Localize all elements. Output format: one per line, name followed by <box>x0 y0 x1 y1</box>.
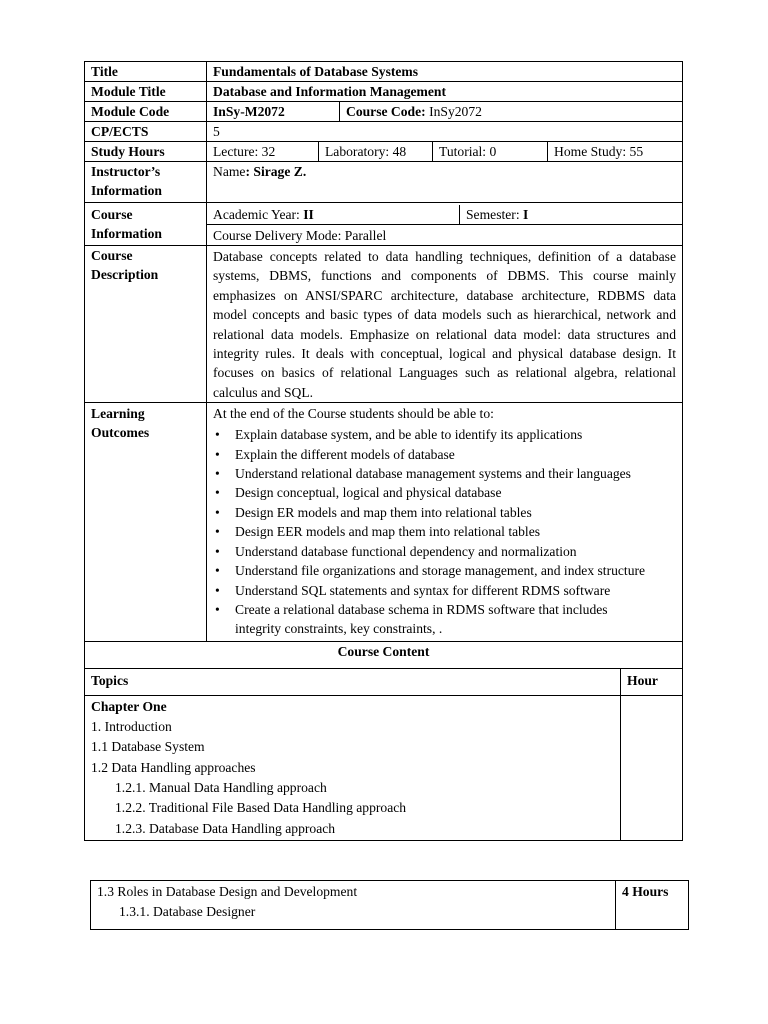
semester <box>459 205 682 224</box>
module-code-value: InSy-M2072 <box>213 104 285 119</box>
continuation-row <box>91 881 689 930</box>
description-row <box>85 246 683 403</box>
outcomes-list <box>213 425 676 638</box>
outcome-item: • Understand SQL statements and syntax for different RDMS software <box>213 581 676 600</box>
instructor-name-label: Name <box>213 164 246 179</box>
outcome-item: • Understand relational database management systems and their languages <box>213 464 676 483</box>
instructor-row <box>85 162 683 203</box>
cp-label: CP/ECTS <box>85 122 207 142</box>
description-text: Database concepts related to data handling techniques, definition of a database systems, DBMS, functions and components of DBMS. This course mainly emphasizes on ANSI/SPARC architecture, database architecture, RDBMS data model concepts and basic types of data models such as hierarchical, network and relational data models. Emphasize on relational data model: data structures and integrity rules. It deals with conceptual, logical and physical database design. It focuses on basics of relational Languages such as relational algebra, relational calculus and SQL. <box>207 246 683 403</box>
topic-line: 1. Introduction <box>91 719 172 735</box>
chapter-cell <box>85 695 683 840</box>
outcome-item: • Understand database functional dependency and normalization <box>213 542 676 561</box>
tutorial-hours: Tutorial: 0 <box>432 142 547 161</box>
module-title-label: Module Title <box>85 82 207 102</box>
course-info-label: Course Information <box>85 203 207 246</box>
semester-label: Semester: <box>466 207 520 222</box>
topic-line: 1.1 Database System <box>91 739 205 755</box>
lecture-hours: Lecture: 32 <box>213 144 276 159</box>
module-code-cell <box>207 102 683 122</box>
course-code-label: Course Code: <box>346 104 426 119</box>
course-info-cell <box>207 203 683 246</box>
outcome-item: • Understand file organizations and storage management, and index structure <box>213 561 676 580</box>
module-code-row <box>85 102 683 122</box>
laboratory-hours: Laboratory: 48 <box>318 142 432 161</box>
description-label: Course Description <box>85 246 207 403</box>
instructor-label: Instructor’s Information <box>85 162 207 203</box>
cp-row <box>85 122 683 142</box>
topic-subline: 1.2.1. Manual Data Handling approach <box>115 779 327 795</box>
topic-subline: 1.2.2. Traditional File Based Data Handling approach <box>115 800 407 816</box>
content-heading: Course Content <box>85 641 683 668</box>
academic-year <box>207 205 459 224</box>
module-code-label: Module Code <box>85 102 207 122</box>
topics-header-cell <box>85 668 683 695</box>
chapter-hours <box>620 696 682 840</box>
title-value: Fundamentals of Database Systems <box>207 62 683 82</box>
continuation-table <box>90 880 689 930</box>
semester-value: I <box>523 207 529 222</box>
topic-subline: 1.2.3. Database Data Handling approach <box>115 820 336 836</box>
chapter-row <box>85 695 683 840</box>
chapter-topics <box>85 696 620 840</box>
study-hours-cell <box>207 142 683 162</box>
module-title-value: Database and Information Management <box>207 82 683 102</box>
topics-header-row <box>85 668 683 695</box>
outcome-item: • Create a relational database schema in RDMS software that includes integrity constraints, key constraints, . <box>213 600 676 639</box>
outcomes-cell <box>207 403 683 641</box>
outcome-item: • Explain database system, and be able to identify its applications <box>213 425 676 444</box>
continuation-topics <box>91 881 616 930</box>
home-study-hours: Home Study: 55 <box>547 142 682 161</box>
study-hours-label: Study Hours <box>85 142 207 162</box>
outcomes-intro: At the end of the Course students should be able to: <box>213 406 494 422</box>
topic-line: 1.2 Data Handling approaches <box>91 759 256 775</box>
instructor-name-value: : Sirage Z. <box>245 164 307 179</box>
course-code-value: InSy2072 <box>429 104 482 119</box>
outcomes-label: Learning Outcomes <box>85 403 207 641</box>
title-row <box>85 62 683 82</box>
course-code <box>339 102 682 121</box>
topics-label: Topics <box>91 672 129 688</box>
outcome-item: • Design EER models and map them into relational tables <box>213 522 676 541</box>
content-heading-row <box>85 641 683 668</box>
outcome-item: • Design ER models and map them into relational tables <box>213 503 676 522</box>
outcome-item: • Design conceptual, logical and physical database <box>213 483 676 502</box>
cp-value: 5 <box>207 122 683 142</box>
instructor-cell <box>207 162 683 203</box>
module-title-row <box>85 82 683 102</box>
topic-line: 1.3 Roles in Database Design and Development <box>97 884 358 899</box>
course-table <box>84 61 683 841</box>
academic-year-label: Academic Year: <box>213 207 300 222</box>
hour-label: Hour <box>620 669 682 695</box>
topic-subline: 1.3.1. Database Designer <box>119 904 256 919</box>
title-label: Title <box>85 62 207 82</box>
outcome-item: • Explain the different models of database <box>213 445 676 464</box>
continuation-hours: 4 Hours <box>616 881 689 930</box>
outcomes-row <box>85 403 683 641</box>
delivery-mode: Course Delivery Mode: Parallel <box>207 224 682 245</box>
study-hours-row <box>85 142 683 162</box>
academic-year-value: II <box>303 207 314 222</box>
chapter-title: Chapter One <box>91 698 167 714</box>
course-info-row <box>85 203 683 246</box>
